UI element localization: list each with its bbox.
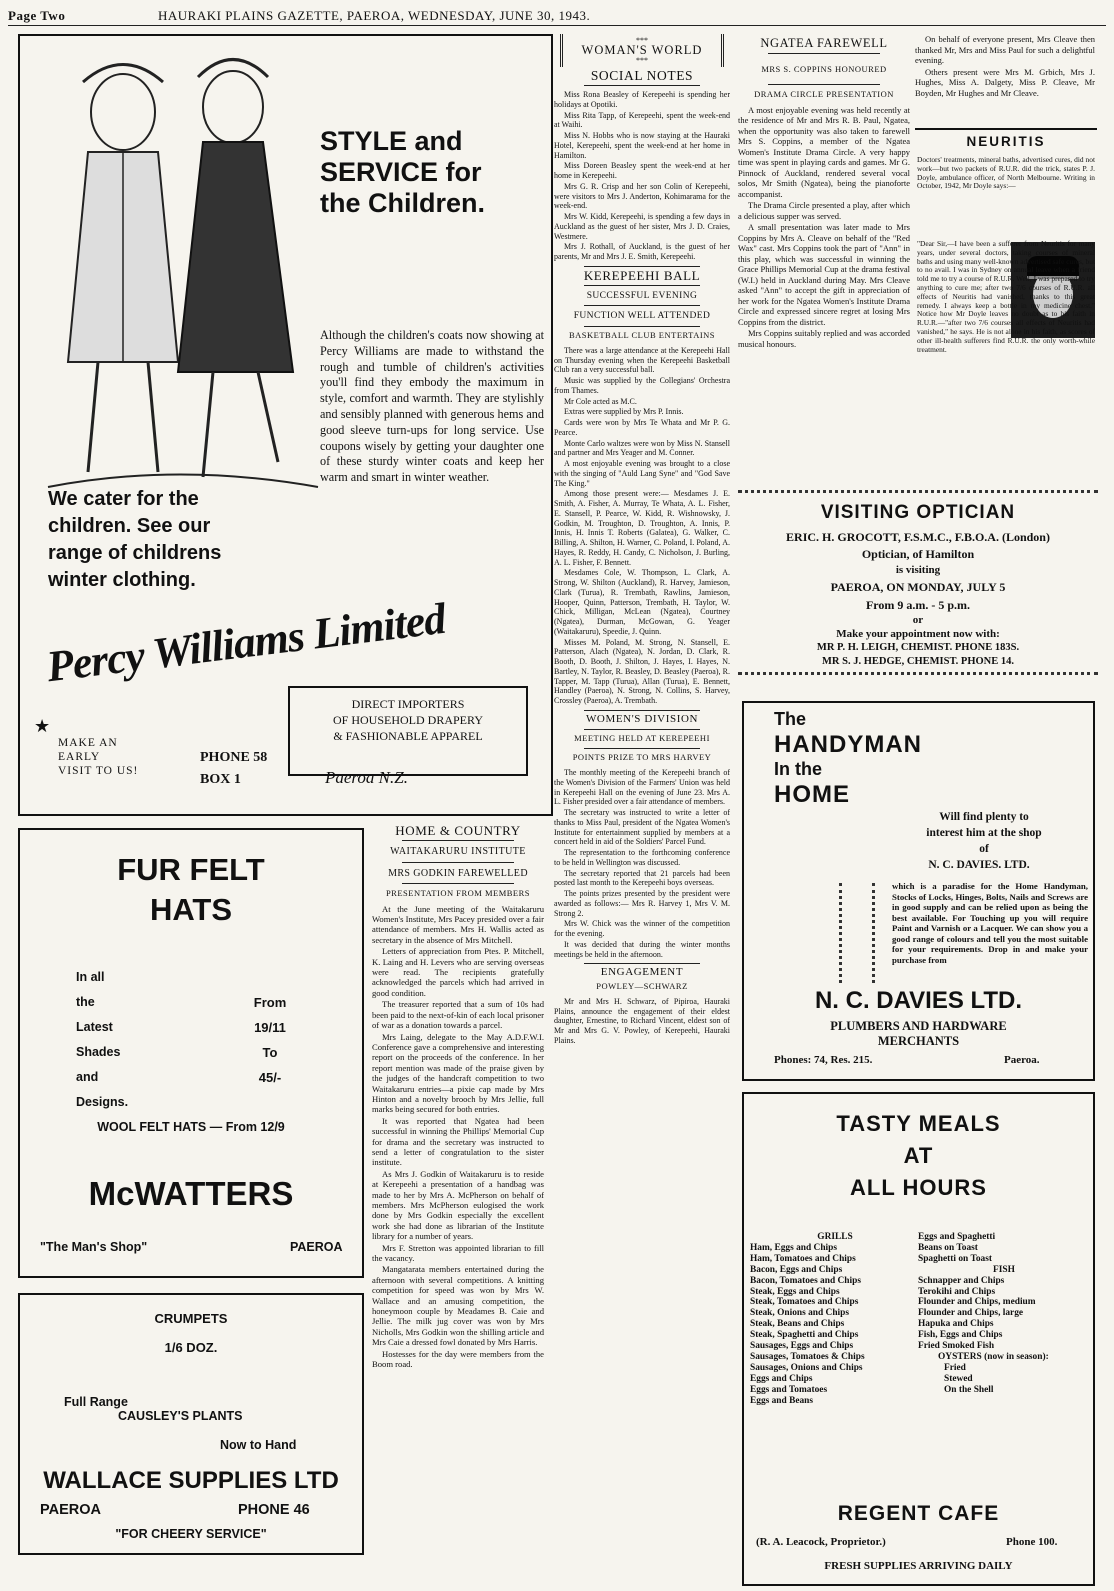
wallace-phone: PHONE 46 bbox=[238, 1502, 310, 1518]
womans-world-column bbox=[554, 34, 730, 1584]
paragraph: Miss Rona Beasley of Kerepeehi is spending her holidays at Opotiki. bbox=[554, 90, 730, 109]
cafe-fresh: FRESH SUPPLIES ARRIVING DAILY bbox=[824, 1560, 1013, 1572]
engagement-sub: POWLEY—SCHWARZ bbox=[596, 981, 688, 991]
divider bbox=[584, 326, 700, 327]
optician-of: Optician, of Hamilton bbox=[861, 547, 975, 561]
paragraph: Mrs Laing, delegate to the May A.D.F.W.I. Conference gave a comprehensive and interesting report on the proceeds of the conference. In her report mention was made of the praise given by the judges of the handcraft competition to two Waitakaruru entries—a pixie cap made by Mrs Hinton and a novelty brooch by Mrs Jellie, full marks being secured for both entries. bbox=[372, 1031, 544, 1115]
headline: STYLE and SERVICE for the Children. bbox=[320, 126, 486, 218]
home-country-sub2: MRS GODKIN FAREWELLED bbox=[388, 867, 528, 879]
paragraph: At the June meeting of the Waitakaruru Women's Institute, Mrs Pacey presided over a fair attendance of members. Mrs H. Wallis acted as secretary in the absence of Mrs Mitchell. bbox=[372, 903, 544, 945]
wallace-slogan: "FOR CHEERY SERVICE" bbox=[115, 1527, 267, 1541]
divider bbox=[402, 862, 514, 863]
ball-sub1: SUCCESSFUL EVENING bbox=[586, 290, 698, 301]
cater-text: We cater for the children. See our range of childrens winter clothing. bbox=[48, 488, 222, 591]
wallace-supplies-ad bbox=[18, 1293, 364, 1555]
phone: PHONE 58 bbox=[200, 750, 268, 765]
home-country-column bbox=[372, 822, 544, 1580]
paragraph: The secretary was instructed to write a letter of thanks to Miss Paul, president of the Ngatea Women's Institute for entertainment supplied by members at a concert held in aid of the Soldiers' Parcel Fund. bbox=[554, 808, 730, 847]
optician-chemist2: MR S. J. HEDGE, CHEMIST. PHONE 14. bbox=[821, 656, 1015, 667]
handyman-firm: N. C. DAVIES. LTD. bbox=[928, 859, 1030, 871]
optician-chemist1: MR P. H. LEIGH, CHEMIST. PHONE 183S. bbox=[816, 642, 1020, 653]
womans-world-banner bbox=[560, 34, 724, 67]
optician-ad bbox=[738, 490, 1098, 675]
optician-name: ERIC. H. GROCOTT, F.S.M.C., F.B.O.A. (London) bbox=[786, 530, 1050, 544]
cafe-prop: (R. A. Leacock, Proprietor.) bbox=[756, 1536, 886, 1548]
optician-head: VISITING OPTICIAN bbox=[820, 502, 1016, 523]
handyman-title1: HANDYMAN bbox=[774, 731, 922, 758]
paragraph: The treasurer reported that a sum of 10s had been paid to the next-of-kin of each local prisoner of war as a donation towards a parcel. bbox=[372, 999, 544, 1031]
neuritis-testimonial: "Dear Sir,—I have been a sufferer from Neuritis for many years, under several doctors, taking courses of mineral baths and using many well-known advertised safe cures, but to no avail. I was in Sydney on annual leave when a friend told me to try a course of R.U.R. Well, I was prepared to try anything to cure me; after two 7/6 courses of R.U.R. all effects of Neuritis had vanished, thanks to this great remedy. I always keep a bottle in my medicine chest." Notice how Mr Doyle leaves no doubt as to his faith in R.U.R.—"after two 7/6 courses all effects of Neuritis had vanished," he says. He is not alone in his faith, as scores of other ill-health sufferers find R.U.R. the only worth-while treatment. bbox=[917, 240, 1095, 354]
percy-williams-ad bbox=[18, 34, 553, 816]
davies-trade: PLUMBERS AND HARDWARE bbox=[830, 1019, 1007, 1033]
full-range: Full Range bbox=[64, 1395, 128, 1409]
ball-head: KEREPEEHI BALL bbox=[583, 267, 701, 283]
paragraph: Among those present were:— Mesdames J. E. Smith, A. Fisher, A. Murray, Te Whata, A. L. Fisher, E. Stansell, P. Pearce, W. Kidd, R. Wishnowsky, J. Godkin, M. Troughton, D. Troughton, A. Innis, P. Innis, H. Innis T. Roberts (Galatea), G. Walker, C. Billing, A. Shilton, H. Warner, C. Poland, I. Poland, A. Hayes, R. Reddy, H. Candy, C. Nicholson, J. Burling, A. L. Fisher, F. Bennett. bbox=[554, 489, 730, 567]
ngatea-column-continued bbox=[915, 34, 1095, 126]
davies-town: Paeroa. bbox=[1004, 1054, 1040, 1066]
bottom-border bbox=[738, 672, 1098, 675]
wallace-town: PAEROA bbox=[40, 1502, 101, 1518]
paragraph: It was reported that Ngatea had been successful in winning the Phillips' Memorial Cup for drama and the secretary was instructed to send a letter of congratulation to the sister institute. bbox=[372, 1115, 544, 1168]
paragraph: As Mrs J. Godkin of Waitakaruru is to reside at Kerepeehi a presentation of a handbag was made to her by Mrs A. McPherson on behalf of members. Mrs McPherson eulogised the work done by Mrs Godkin especially the excellent work she had done as librarian of the Institute library for a number of years. bbox=[372, 1168, 544, 1242]
divider bbox=[584, 85, 700, 86]
divider bbox=[584, 266, 700, 267]
handyman-in: In the bbox=[774, 759, 822, 779]
cafe-phone: Phone 100. bbox=[1006, 1536, 1058, 1548]
paragraph: The Drama Circle presented a play, after which a delicious supper was served. bbox=[738, 200, 910, 221]
paragraph: Hostesses for the day were members from the Boom road. bbox=[372, 1348, 544, 1370]
page-header bbox=[8, 4, 1106, 26]
top-border bbox=[738, 490, 1098, 493]
paragraph: Mrs G. R. Crisp and her son Colin of Kerepeehi, were visitors to Mrs J. Anderton, Kohimarama for the week-end. bbox=[554, 181, 730, 211]
divider bbox=[584, 729, 700, 730]
oysters-head: OYSTERS (now in season): bbox=[938, 1351, 1049, 1362]
optician-date: PAEROA, ON MONDAY, JULY 5 bbox=[830, 580, 1006, 594]
optician-appt: Make your appointment now with: bbox=[836, 628, 1000, 640]
masthead: HAURAKI PLAINS GAZETTE, PAEROA, WEDNESDAY, JUNE 30, 1943. bbox=[158, 8, 591, 23]
importers-box: DIRECT IMPORTERS OF HOUSEHOLD DRAPERY & FASHIONABLE APPAREL bbox=[288, 686, 528, 776]
wool-felt: WOOL FELT HATS — From 12/9 bbox=[97, 1120, 285, 1134]
ngatea-sub2: DRAMA CIRCLE PRESENTATION bbox=[754, 89, 894, 99]
paragraph: A most enjoyable evening was held recently at the residence of Mr and Mrs R. B. Paul, Ngatea, when the opportunity was also taken to farewell Mrs S. Coppins, a member of the Ngatea Women's Institute Drama Circle. A very happy time was spent in playing cards and games. Mr G. Pinnock of Auckland, rendered several vocal solos, Mr Smith (Ngatea), being the pianoforte accompanist. bbox=[738, 104, 910, 199]
handyman-title2: HOME bbox=[774, 781, 850, 808]
ornament bbox=[872, 883, 878, 983]
neuritis-intro: Doctors' treatments, mineral baths, advertised cures, did not work—but two packets of R.U.R. did the trick, states P. J. Doyle, ambulance officer, of North Melbourne. Writing in October, 1942, Mr Doyle says:— bbox=[917, 156, 1095, 191]
mans-shop: "The Man's Shop" bbox=[40, 1240, 148, 1254]
children-illustration bbox=[28, 42, 328, 502]
paragraph: A small presentation was later made to Mrs Coppins by Mrs A. Cleave on behalf of the "Red Wax" cast. Mrs Coppins took the part of "Ann" in this play, which was successful in winning the Grace Phillips Memorial Cup at the drama festival (W.I.) held in Auckland during May. Mrs Cleave asked "Ann" to accept the gift in appreciation of her work for the Ngatea Women's Institute Drama Circle and expressed sincere regret at losing Mrs Coppins from the district. bbox=[738, 222, 910, 327]
grills-list: GRILLS Ham, Eggs and Chips Ham, Tomatoes and Chips Bacon, Eggs and Chips Bacon, Tomatoes and Chips Steak, Eggs and Chips Steak, Tomatoes and Chips Steak, Onions and Chips Steak, Beans and Chips Steak, Spaghetti and Chips Sausages, Eggs and Chips Sausages, Tomatoes & Chips Sausages, Onions and Chips Eggs and Chips Eggs and Tomatoes Eggs and Beans bbox=[750, 1232, 920, 1407]
paragraph: The representation to the forthcoming conference to be held in Wellington was discussed. bbox=[554, 848, 730, 867]
handyman-ad bbox=[742, 701, 1095, 1081]
div-head: WOMEN'S DIVISION bbox=[585, 712, 699, 725]
divider bbox=[584, 963, 700, 964]
regent-cafe-ad bbox=[742, 1092, 1095, 1586]
optician-hours: From 9 a.m. - 5 p.m. bbox=[865, 598, 971, 612]
star-icon: ★ bbox=[34, 716, 51, 736]
paragraph: Miss Doreen Beasley spent the week-end at her home in Kerepeehi. bbox=[554, 161, 730, 180]
paragraph: Mrs W. Chick was the winner of the competition for the evening. bbox=[554, 919, 730, 938]
crumpets: CRUMPETS bbox=[154, 1311, 228, 1326]
visit-text: MAKE AN EARLY VISIT TO US! bbox=[58, 737, 139, 777]
ngatea-sub1: MRS S. COPPINS HONOURED bbox=[761, 63, 887, 74]
paragraph: Monte Carlo waltzes were won by Miss N. Stansell and partner and Mrs Yeager and M. Conner. bbox=[554, 438, 730, 458]
divider bbox=[768, 84, 880, 85]
fish-list: Eggs and Spaghetti Beans on Toast Spaghetti on Toast FISH Schnapper and Chips Terokihi and Chips Flounder and Chips, medium Flounder and Chips, large Hapuka and Chips Fish, Eggs and Chips Fried Smoked Fish OYSTERS (now in season): Fried Stewed On the Shell bbox=[918, 1232, 1090, 1396]
paragraph: Mrs W. Kidd, Kerepeehi, is spending a few days in Auckland as the guest of her sister, Mrs J. D. Craies, Westmere. bbox=[554, 212, 730, 241]
regent-brand: REGENT CAFE bbox=[837, 1502, 1000, 1525]
ball-sub3: BASKETBALL CLUB ENTERTAINS bbox=[568, 330, 716, 340]
fur-town: PAEROA bbox=[290, 1240, 343, 1254]
stars: *** bbox=[636, 36, 648, 45]
social-notes-head: SOCIAL NOTES bbox=[590, 68, 694, 84]
optician-is: is visiting bbox=[895, 564, 941, 576]
div-sub2: POINTS PRIZE TO MRS HARVEY bbox=[572, 752, 712, 763]
divider bbox=[402, 840, 514, 841]
fur-felt-hats-ad bbox=[18, 828, 364, 1278]
womans-world-title: WOMAN'S WORLD bbox=[581, 42, 703, 57]
ball-sub2: FUNCTION WELL ATTENDED bbox=[573, 311, 711, 322]
crumpet-price: 1/6 DOZ. bbox=[164, 1340, 218, 1355]
divider bbox=[584, 710, 700, 711]
fur-title: FUR FELT HATS bbox=[117, 852, 265, 927]
causley-plants: CAUSLEY'S PLANTS bbox=[118, 1409, 243, 1423]
div-sub1: MEETING HELD AT KEREPEEHI bbox=[574, 732, 710, 743]
paragraph: Mrs F. Stretton was appointed librarian to fill the vacancy. bbox=[372, 1242, 544, 1264]
paragraph: Mesdames Cole, W. Thompson, L. Clark, A. Strong, W. Shilton (Auckland), R. Harvey, Jamieson, Clark (Turua), R. Trembath, Rawlins, Jamieson, Hooper, Quinn, Patterson, Trembath, H. Taylor, W. Chick, Milligan, McLean (Ngatea), Courtney (Ngatea), Durman, McGowan, G. Yeager (Waitakaruru), Speedie, J. Quinn. bbox=[554, 568, 730, 636]
handyman-body: which is a paradise for the Home Handyman, Stocks of Locks, Hinges, Bolts, Nails and Screws are in good supply and can be relied upon as being the best available. For Touching up you will require Paint and Varnish or a Lacquer. We can show you a good range of colours and tell you the most suitable for your requirements. Drop in and make your purchase from bbox=[892, 881, 1088, 965]
home-country-head: HOME & COUNTRY bbox=[395, 823, 521, 838]
neuritis-ad bbox=[915, 128, 1097, 478]
neuritis-head: NEURITIS bbox=[966, 134, 1046, 149]
ngatea-head: NGATEA FAREWELL bbox=[760, 36, 888, 50]
divider bbox=[584, 748, 700, 749]
paragraph: Mrs J. Rothall, of Auckland, is the guest of her parents, Mr and Mrs J. E. Smith, Kerepeehi. bbox=[554, 242, 730, 261]
davies-brand: N. C. DAVIES LTD. bbox=[814, 987, 1023, 1014]
place: Paeroa N.Z. bbox=[325, 768, 408, 787]
optician-or: or bbox=[912, 614, 924, 626]
fish-head: FISH bbox=[993, 1264, 1015, 1275]
davies-phones: Phones: 74, Res. 215. bbox=[774, 1054, 873, 1066]
paragraph: Mr Cole acted as M.C. bbox=[564, 396, 637, 406]
paragraph: Mangatarata members entertained during the afternoon with several competitions. A knitting competition for speed was won by Mrs W. Wallace and an amusing competition, the honeymoon couple by Meadames B. Caie and Jellie. The milk jug cover was won by Mrs Nicholls, Mrs Godkin won the shilling article and Mrs Caie a dressed fowl donated by Mrs Harris. bbox=[372, 1264, 544, 1348]
cafe-title: TASTY MEALS AT ALL HOURS bbox=[836, 1111, 1001, 1200]
paragraph: Music was supplied by the Collegians' Orchestra from Thames. bbox=[554, 376, 730, 395]
paragraph: There was a large attendance at the Kerepeehi Hall on Thursday evening when the Kerepeehi Basketball Club ran a very successful ball. bbox=[554, 345, 730, 375]
divider bbox=[768, 53, 880, 54]
handyman-the: The bbox=[774, 709, 807, 729]
paragraph: Letters of appreciation from Ptes. P. Mitchell, K. Laing and H. Levers who are serving overseas were read. The recipients gratefully acknowledged the parcels which had arrived in good condition. bbox=[372, 946, 544, 998]
paragraph: Extras were supplied by Mrs P. Innis. bbox=[564, 407, 684, 417]
divider bbox=[584, 285, 700, 286]
handyman-find: Will find plenty to interest him at the shop of bbox=[926, 811, 1042, 855]
paragraph: Cards were won by Mrs Te Whata and Mr P. G. Pearce. bbox=[554, 418, 730, 437]
percy-williams-logo: Percy Williams Limited bbox=[43, 593, 448, 692]
page-number: Page Two bbox=[8, 8, 66, 23]
now-to-hand: Now to Hand bbox=[220, 1438, 297, 1452]
fur-prices: From 19/11 To 45/- bbox=[253, 995, 287, 1085]
engagement-head: ENGAGEMENT bbox=[600, 966, 684, 979]
home-country-sub3: PRESENTATION FROM MEMBERS bbox=[385, 888, 531, 899]
box-number: BOX 1 bbox=[200, 772, 241, 787]
divider bbox=[584, 305, 700, 306]
paragraph: The points prizes presented by the president were awarded as follows:— Mrs R. Harvey 1, Mrs V. M. Strong 2. bbox=[554, 889, 730, 918]
home-country-sub1: WAITAKARURU INSTITUTE bbox=[390, 846, 526, 858]
divider bbox=[402, 883, 514, 884]
ornament bbox=[839, 883, 845, 983]
paragraph: Mrs Coppins suitably replied and was accorded musical honours. bbox=[738, 328, 910, 349]
paragraph: On behalf of everyone present, Mrs Cleave then thanked Mr, Mrs and Miss Paul for such a delightful evening. bbox=[915, 34, 1095, 65]
grills-head: GRILLS bbox=[817, 1232, 853, 1242]
fur-left-list: In all the Latest Shades and Designs. bbox=[76, 970, 129, 1109]
paragraph: Others present were Mrs M. Grbich, Mrs J. Hughes, Miss A. Dalgety, Miss P. Cleave, Mr Boyden, Mr Hughes and Mr Cleave. bbox=[915, 66, 1095, 98]
davies-merchants: MERCHANTS bbox=[877, 1034, 960, 1048]
paragraph: Mr and Mrs H. Schwarz, of Pipiroa, Hauraki Plains, announce the engagement of their eldest daughter, Ernestine, to Richard Vincent, eldest son of Mr and Mrs G. V. Powley, of Kerepeehi, Hauraki Plains. bbox=[554, 996, 730, 1045]
ad-body: Although the children's coats now showing at Percy Williams are made to withstand the rough and tumble of children's activities you'll find they embody the maximum in style, comfort and warmth. They are stylishly and sensibly planned with generous hems and good sleeve turn-ups for long service. Use coupons wisely by getting your daughter one of these sturdy winter coats and keep her warm and smart in winter weather. bbox=[320, 328, 544, 485]
mcwatters-brand: McWATTERS bbox=[88, 1175, 294, 1212]
paragraph: Miss Rita Tapp, of Kerepeehi, spent the week-end at Waihi. bbox=[554, 110, 730, 130]
paragraph: A most enjoyable evening was brought to a close with the singing of "Auld Lang Syne" and "God Save The King." bbox=[554, 459, 730, 488]
ngatea-column bbox=[738, 34, 910, 486]
stars: *** bbox=[636, 55, 648, 65]
paragraph: The monthly meeting of the Kerepeehi branch of the Women's Division of the Farmers' Union was held in Kerepeehi Hall on the evening of June 23. Mrs A. L. Fisher presided over a fair attendance of members. bbox=[554, 768, 730, 807]
paragraph: It was decided that during the winter months meetings be held in the afternoon. bbox=[554, 939, 730, 959]
paragraph: The secretary reported that 21 parcels had been posted last month to the Kerepeehi boys overseas. bbox=[554, 868, 730, 888]
paragraph: Miss N. Hobbs who is now staying at the Hauraki Hotel, Kerepeehi, spent the week-end at her home in Hamilton. bbox=[554, 131, 730, 160]
wallace-brand: WALLACE SUPPLIES LTD bbox=[43, 1467, 339, 1494]
paragraph: Misses M. Poland, M. Strong, N. Stansell, E. Patterson, Alach (Ngatea), N. Jordan, D. Clark, R. Booth, D. Booth, J. Shilton, J. Hayes, I. Hayes, N. Bartley, N. Taylor, R. Beasley, D. Beasley (Paeroa), R. Tapper, M. Tapp (Turua), Allan (Turua), E. Bennett, Handley (Paeroa), N. Strong, N. Collins, S. Harvey, Crossley (Paeroa), A. Trembath. bbox=[554, 637, 730, 705]
